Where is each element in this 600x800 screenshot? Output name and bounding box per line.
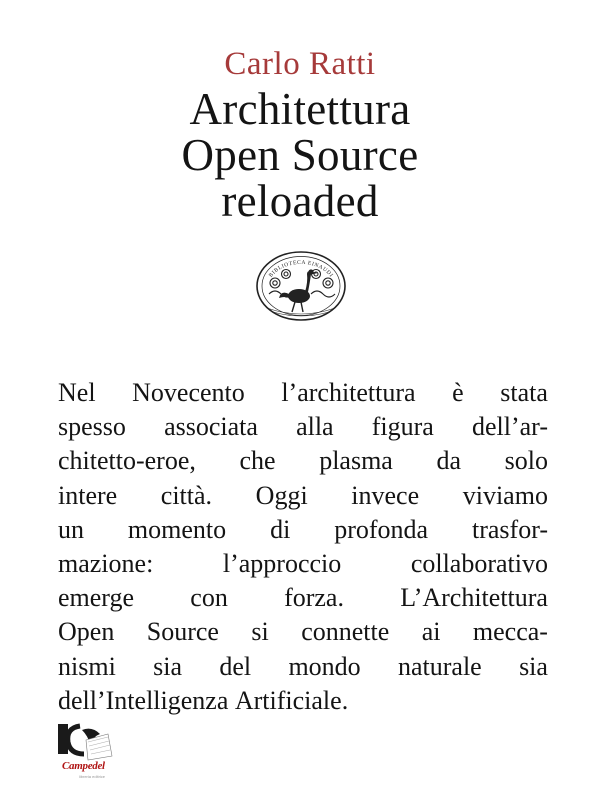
blurb-line [58,615,548,649]
blurb-word: è [452,378,464,407]
blurb-word: da [436,446,461,476]
blurb-line [58,684,548,718]
blurb-word: città. [160,480,213,510]
blurb-word: collaborativo [410,549,548,579]
blurb-word: Open [58,617,115,647]
blurb-line [58,513,548,547]
blurb-word: del [219,651,252,681]
ostrich-emblem-icon [255,250,347,322]
blurb-word: sia [519,651,548,681]
book-title [0,86,600,224]
blurb-word: intere [58,480,118,510]
publisher-name: Campedel [62,760,105,772]
blurb-word: associata [164,412,258,442]
blurb-word: chitetto-eroe, [58,446,196,476]
blurb-word: mondo [288,651,361,681]
blurb-line [58,581,548,615]
blurb-word: L’Architettura [400,583,548,613]
blurb-line [58,376,548,410]
blurb-word: un [58,514,84,544]
blurb-word: Novecento [132,378,245,407]
blurb-word: naturale [398,651,482,681]
blurb-word: profonda [334,514,429,544]
blurb-word: l’architettura [281,378,416,407]
blurb-word: si [251,617,269,647]
blurb-word: mazione: [58,549,154,579]
blurb-word: Artificiale. [234,685,349,715]
cover-blurb [58,376,548,718]
blurb-word: forza. [284,583,344,613]
blurb-word: solo [504,446,548,476]
blurb-word: connette [301,617,390,647]
emblem-text: BIBLIOTECA EINAUDI [268,259,335,279]
publisher-subtitle: libreria editrice [79,774,106,779]
blurb-word: momento [127,514,227,544]
blurb-word: Source [146,617,219,647]
blurb-word: emerge [58,583,135,613]
blurb-word: Oggi [255,480,308,510]
blurb-word: mecca- [472,617,548,647]
title-line-3: reloaded [221,176,379,226]
blurb-line [58,410,548,444]
blurb-word: plasma [319,446,393,476]
blurb-word: nismi [58,651,116,681]
blurb-line [58,547,548,581]
title-line-2: Open Source [181,130,419,180]
blurb-line [58,650,548,684]
blurb-word: figura [371,412,434,442]
blurb-word: invece [351,480,420,510]
blurb-word: dell’Intelligenza [58,685,229,715]
blurb-word: dell’ar- [472,412,548,442]
blurb-word: con [190,583,228,613]
blurb-word: di [270,514,291,544]
blurb-word: sia [153,651,183,681]
blurb-line [58,444,548,478]
blurb-word: ai [421,617,441,647]
blurb-word: l’approccio [222,549,342,579]
blurb-word: alla [296,412,334,442]
blurb-word: spesso [58,412,126,442]
title-line-1: Architettura [189,84,411,134]
blurb-word: stata [500,378,548,407]
author-name: Carlo Ratti [224,46,376,82]
blurb-word: che [239,446,276,476]
blurb-word: Nel [58,378,96,407]
blurb-word: viviamo [462,480,548,510]
blurb-line [58,479,548,513]
blurb-word: trasfor- [472,514,548,544]
